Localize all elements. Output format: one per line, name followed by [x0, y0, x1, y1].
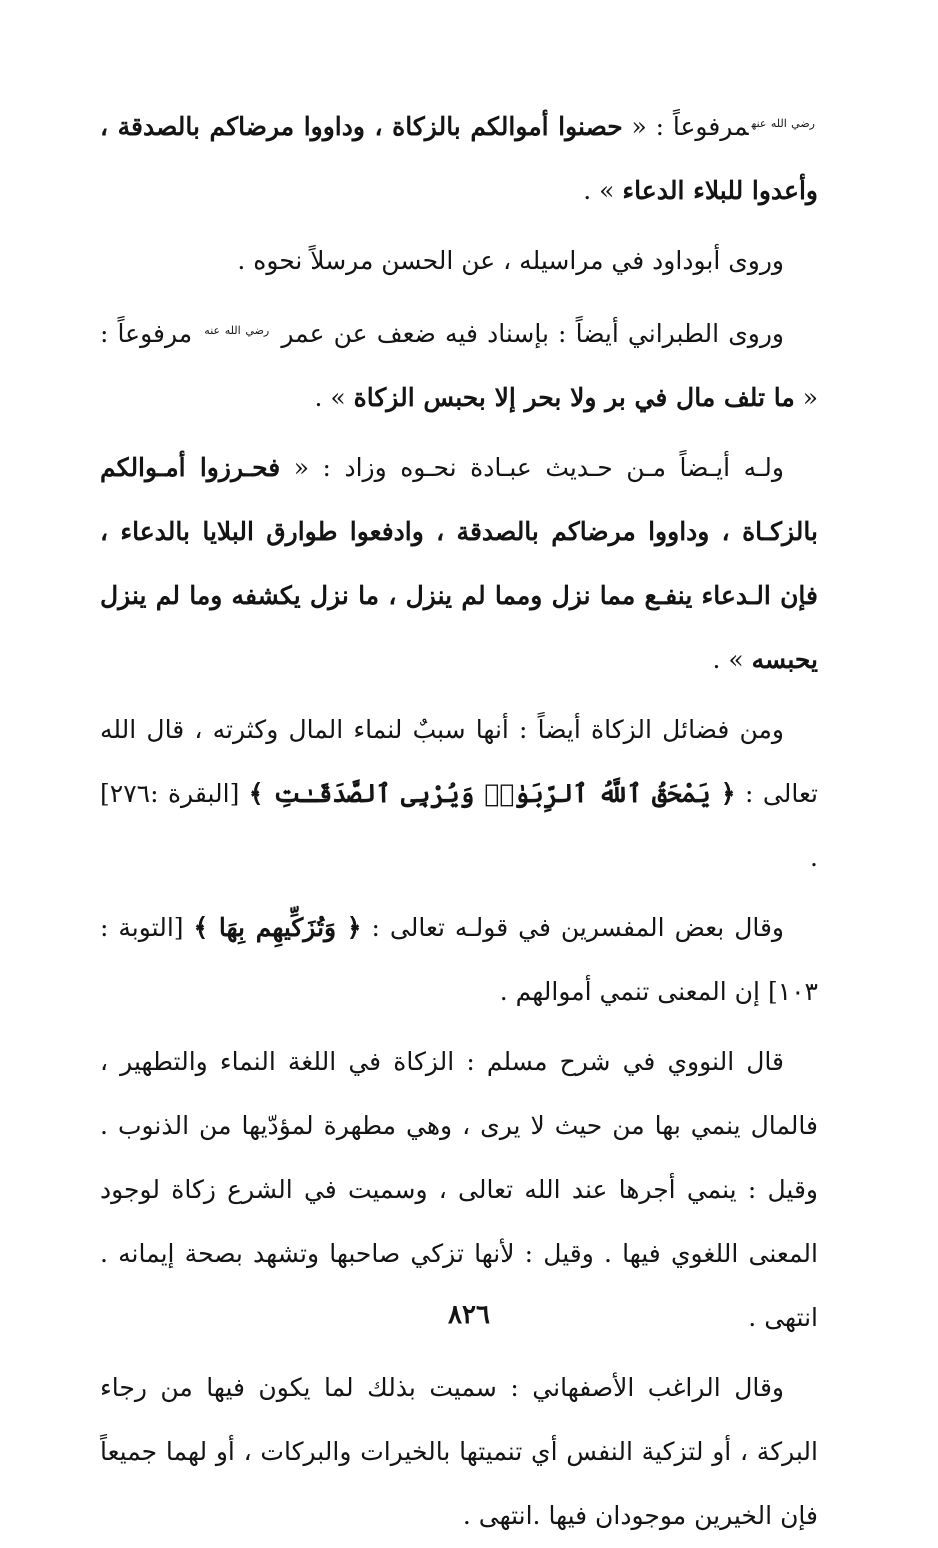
paragraph-4-lead: ولـه أيـضاً مـن حـديث عبـادة نحـوه وزاد : «: [280, 453, 784, 482]
paragraph-1-tail: » .: [583, 176, 623, 205]
paragraph-6-lead: وقال بعض المفسرين في قولـه تعالى :: [361, 913, 784, 942]
paragraph-7-text: قال النووي في شرح مسلم : الزكاة في اللغة النماء والتطهير ، فالمال ينمي بها من حيث لا يرى ، وهي مطهرة لمؤدّيها من الذنوب . وقيل : ينمي أجرها عند الله تعالى ، وسميت في الشرع زكاة لوجود المعنى اللغوي فيها . وقيل : لأنها تزكي صاحبها وتشهد بصحة إيمانه . انتهى .: [100, 1047, 818, 1332]
honorific-mark: رضي الله عنه: [751, 117, 815, 130]
paragraph-hadith-zakat: [100, 92, 818, 223]
paragraph-3-lead: وروى الطبراني أيضاً : بإسناد فيه ضعف عن عمر: [272, 319, 785, 348]
paragraph-4-tail: » .: [712, 645, 752, 674]
hadith-quote-2: ما تلف مال في بر ولا بحر إلا بحبس الزكاة: [353, 383, 795, 412]
paragraph-1-lead: مرفوعاً : «: [622, 112, 749, 141]
paragraph-tabarani: [100, 299, 818, 430]
hadith-quote-1: حصنوا أموالكم بالزكاة ، وداووا مرضاكم بالصدقة ، وأعدوا للبلاء الدعاء: [100, 112, 818, 205]
quran-verse-tawbah: ﴿ وَتُزَكِّيهِم بِهَا ﴾: [193, 913, 362, 942]
hadith-quote-3: فحـرزوا أمـوالكم بالزكـاة ، وداووا مرضاكم بالصدقة ، وادفعوا طوارق البلايا بالدعاء ، فإن الـدعاء ينفـع مما نزل ومما لم ينزل ، ما نزل يكشفه وما لم ينزل يحبسه: [100, 453, 818, 674]
page-number: ٨٢٦: [448, 1300, 490, 1330]
paragraph-3-tail: » .: [314, 383, 354, 412]
paragraph-mufassirin: [100, 896, 818, 1024]
paragraph-abu-dawud: [100, 229, 818, 293]
paragraph-5-lead: ومن فضائل الزكاة أيضاً : أنها سببٌ لنماء المال وكثرته ، قال الله تعالى :: [100, 715, 818, 808]
paragraph-8-text: وقال الراغب الأصفهاني : سميت بذلك لما يكون فيها من رجاء البركة ، أو لتزكية النفس أي تنميتها بالخيرات والبركات ، أو لهما جميعاً فإن الخيرين موجودان فيها .انتهى .: [100, 1373, 818, 1530]
paragraph-ubada: [100, 436, 818, 692]
paragraph-raghib: [100, 1356, 818, 1548]
paragraph-virtues: [100, 698, 818, 890]
honorific-mark: رضي الله عنه: [204, 324, 270, 337]
paragraph-6-tail: إن المعنى تنمي أموالهم .: [499, 977, 760, 1006]
paragraph-2-text: وروى أبوداود في مراسيله ، عن الحسن مرسلاً نحوه .: [237, 246, 784, 275]
quran-reference-tawbah: [التوبة : ١٠٣]: [100, 913, 818, 1006]
quran-verse-baqarah: ﴿ يَمْحَقُ ٱللَّهُ ٱلرِّبَوٰا۟ وَيُرْبِى ٱلصَّدَقَـٰتِ ﴾: [248, 779, 736, 808]
paragraph-3-mid: مرفوعاً : «: [100, 319, 818, 412]
quran-reference-baqarah: [البقرة :٢٧٦] .: [100, 779, 818, 872]
